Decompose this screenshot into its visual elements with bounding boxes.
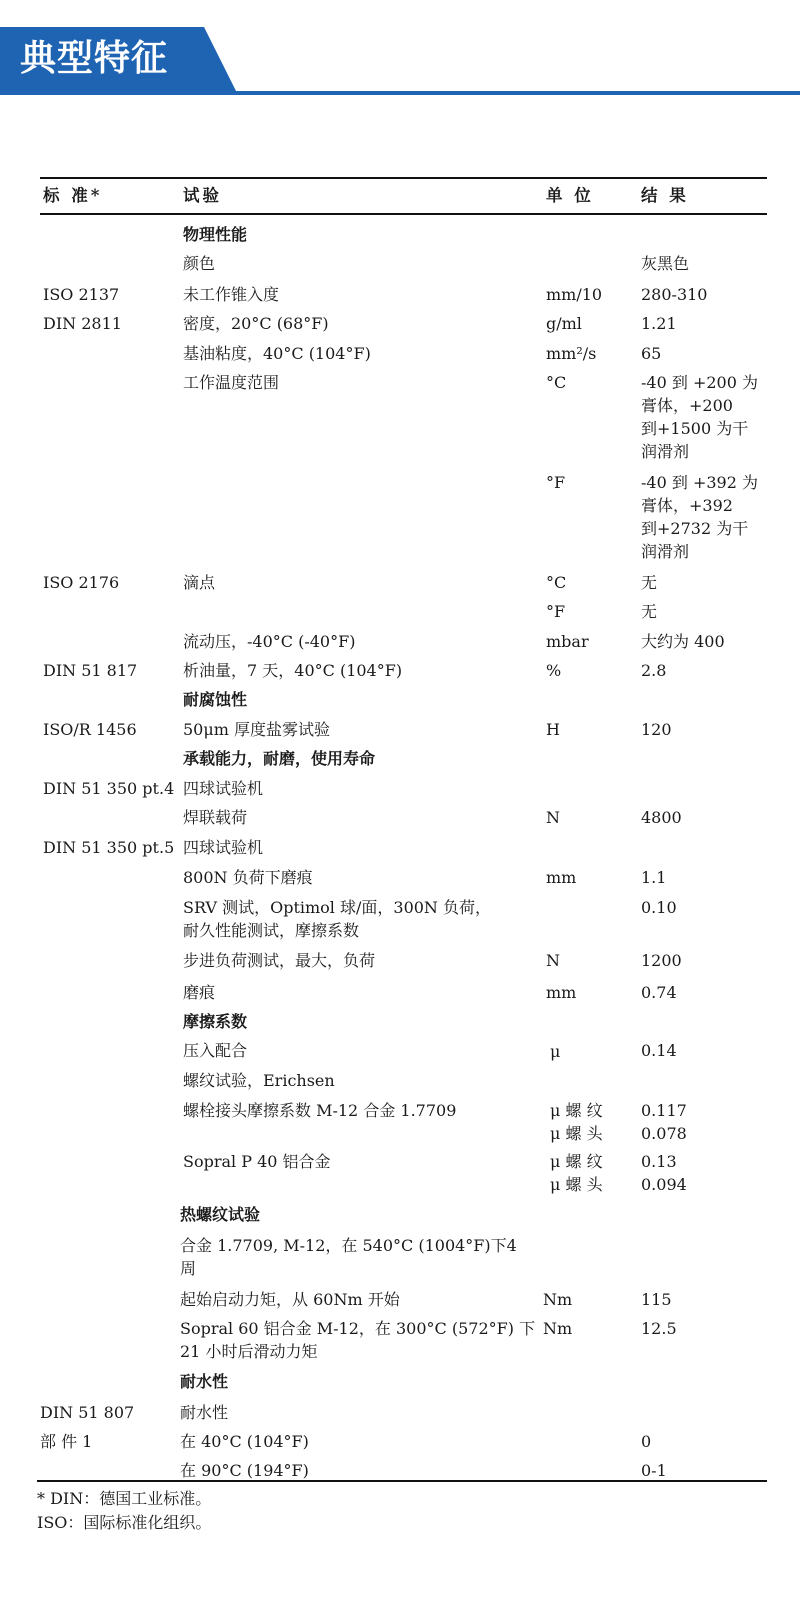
row-result-line: 0.078 — [641, 1124, 687, 1143]
row-test-line: 21 小时后滑动力矩 — [180, 1342, 318, 1361]
row-test: 四球试验机 — [183, 779, 264, 798]
row-unit: °F — [546, 473, 566, 492]
row-test: 50μm 厚度盐雾试验 — [183, 720, 331, 739]
row-test: 磨痕 — [183, 983, 216, 1002]
section-physical: 物理性能 — [183, 225, 248, 244]
row-test: 在 40°C (104°F) — [180, 1432, 309, 1451]
row-unit: H — [546, 720, 560, 739]
row-standard: DIN 2811 — [43, 314, 122, 333]
row-result-line: 膏体，+392 — [641, 496, 733, 515]
row-test: 四球试验机 — [183, 838, 264, 857]
section-banner — [0, 27, 800, 95]
row-standard: DIN 51 817 — [43, 661, 138, 680]
row-standard: DIN 51 350 pt.4 — [43, 779, 175, 798]
row-unit: mm — [546, 983, 577, 1002]
row-test: 步进负荷测试，最大，负荷 — [183, 951, 376, 970]
row-result: 120 — [641, 720, 672, 739]
row-unit-line: μ 螺 纹 — [550, 1152, 603, 1171]
table-top-rule — [40, 177, 767, 179]
row-unit: °F — [546, 602, 566, 621]
row-unit: μ — [550, 1042, 561, 1061]
row-unit: mm/10 — [546, 285, 603, 304]
row-standard: ISO/R 1456 — [43, 720, 137, 739]
row-test: 析油量，7 天，40°C (104°F) — [183, 661, 403, 680]
row-result: 4800 — [641, 808, 682, 827]
row-unit-line: μ 螺 头 — [550, 1175, 603, 1194]
row-result: 280-310 — [641, 285, 708, 304]
row-unit: °C — [546, 373, 567, 392]
row-result-line: 润滑剂 — [641, 542, 690, 561]
banner-rule — [0, 91, 800, 95]
row-test-line: 周 — [180, 1259, 197, 1278]
row-result: 0.74 — [641, 983, 677, 1002]
row-unit: mbar — [546, 632, 589, 651]
row-test: 起始启动力矩，从 60Nm 开始 — [180, 1290, 400, 1309]
col-header-standard: 标 准* — [43, 186, 103, 205]
row-result-line: 膏体，+200 — [641, 396, 733, 415]
row-standard: DIN 51 350 pt.5 — [43, 838, 175, 857]
row-result: 65 — [641, 344, 662, 363]
row-test: 颜色 — [183, 254, 216, 273]
row-result: 1.21 — [641, 314, 677, 333]
row-result-line: -40 到 +200 为 — [641, 373, 758, 392]
row-result: 0.10 — [641, 898, 677, 917]
row-test: 螺栓接头摩擦系数 M-12 合金 1.7709 — [183, 1101, 457, 1120]
row-test: 工作温度范围 — [183, 373, 280, 392]
row-result-line: 到+1500 为干 — [641, 419, 749, 438]
row-result-line: 到+2732 为干 — [641, 519, 749, 538]
row-result-line: 润滑剂 — [641, 442, 690, 461]
row-standard: DIN 51 807 — [40, 1403, 135, 1422]
row-unit: g/ml — [546, 314, 582, 333]
row-result-line: 0.117 — [641, 1101, 687, 1120]
row-test: Sopral P 40 铝合金 — [183, 1152, 331, 1171]
row-standard: ISO 2137 — [43, 285, 120, 304]
row-result: 12.5 — [641, 1319, 677, 1338]
footnote-din: * DIN：德国工业标准。 — [37, 1489, 212, 1508]
row-result: 无 — [641, 573, 658, 592]
row-result: 0-1 — [641, 1461, 667, 1480]
row-test: 压入配合 — [183, 1041, 248, 1060]
row-unit-line: μ 螺 纹 — [550, 1101, 603, 1120]
row-test: 基油粘度，40°C (104°F) — [183, 344, 371, 363]
row-test-line: Sopral 60 铝合金 M-12，在 300°C (572°F) 下 — [180, 1319, 536, 1338]
row-unit: % — [546, 661, 562, 680]
row-test: 在 90°C (194°F) — [180, 1461, 309, 1480]
row-unit: Nm — [543, 1319, 573, 1338]
footnote-iso: ISO：国际标准化组织。 — [37, 1513, 212, 1532]
row-result: 0 — [641, 1432, 652, 1451]
row-standard: 部 件 1 — [40, 1432, 93, 1451]
section-water: 耐水性 — [180, 1372, 229, 1391]
row-unit: mm — [546, 868, 577, 887]
row-result: 1.1 — [641, 868, 667, 887]
row-result-line: 0.13 — [641, 1152, 677, 1171]
row-test: 焊联载荷 — [183, 808, 248, 827]
row-standard: ISO 2176 — [43, 573, 120, 592]
row-result: 115 — [641, 1290, 672, 1309]
row-result: 大约为 400 — [641, 632, 725, 651]
section-friction: 摩擦系数 — [183, 1012, 248, 1031]
row-result-line: 0.094 — [641, 1175, 687, 1194]
row-test: 未工作锥入度 — [183, 285, 280, 304]
row-result: 灰黑色 — [641, 254, 690, 273]
row-result: 无 — [641, 602, 658, 621]
section-hot-thread: 热螺纹试验 — [180, 1205, 261, 1224]
row-test-line: SRV 测试，Optimol 球/面，300N 负荷， — [183, 898, 492, 917]
row-unit: mm²/s — [546, 344, 597, 363]
col-header-test: 试验 — [183, 186, 222, 205]
row-result: 0.14 — [641, 1041, 677, 1060]
row-test: 螺纹试验，Erichsen — [183, 1071, 335, 1090]
row-result: 1200 — [641, 951, 682, 970]
row-result-line: -40 到 +392 为 — [641, 473, 758, 492]
row-test: 密度，20°C (68°F) — [183, 314, 329, 333]
row-unit: N — [546, 808, 560, 827]
row-result: 2.8 — [641, 661, 667, 680]
row-unit: Nm — [543, 1290, 573, 1309]
row-test-line: 合金 1.7709, M-12，在 540°C (1004°F)下4 — [180, 1236, 517, 1255]
col-header-result: 结 果 — [641, 186, 689, 205]
row-test: 滴点 — [183, 573, 216, 592]
section-corrosion: 耐腐蚀性 — [183, 690, 248, 709]
row-test: 耐水性 — [180, 1403, 229, 1422]
page-title: 典型特征 — [20, 38, 169, 79]
row-unit: N — [546, 951, 560, 970]
col-header-unit: 单 位 — [546, 186, 594, 205]
row-test: 流动压，-40°C (-40°F) — [183, 632, 356, 651]
header-rule — [40, 213, 767, 215]
row-test-line: 耐久性能测试，摩擦系数 — [183, 921, 360, 940]
section-load: 承载能力，耐磨，使用寿命 — [183, 749, 376, 768]
row-unit: °C — [546, 573, 567, 592]
row-unit-line: μ 螺 头 — [550, 1124, 603, 1143]
row-test: 800N 负荷下磨痕 — [183, 868, 313, 887]
